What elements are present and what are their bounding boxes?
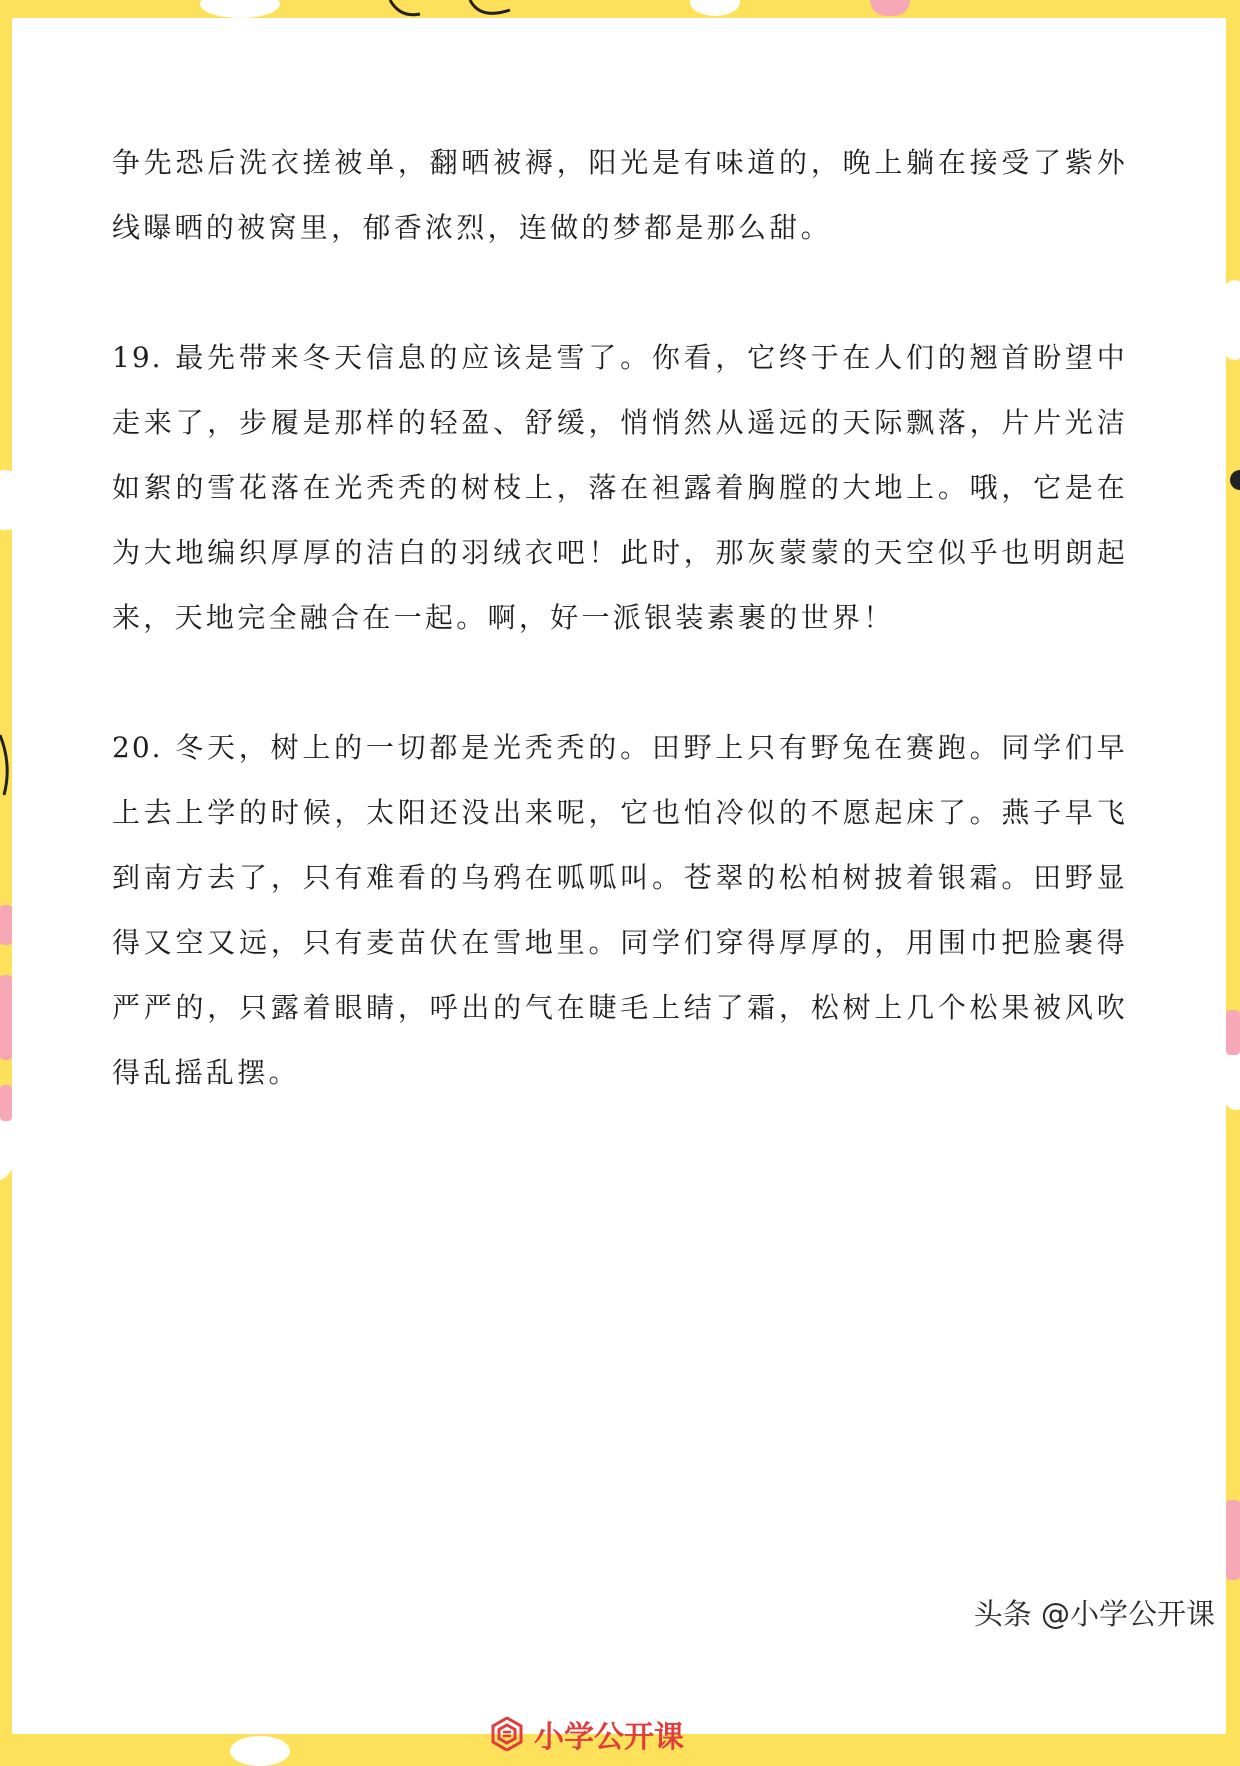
paragraph-number: 19. (112, 341, 163, 374)
cartoon-face-decoration (1226, 455, 1240, 505)
cloud-decoration (230, 1736, 290, 1766)
pink-strip-decoration (870, 0, 910, 16)
footer-brand-label: 小学公开课 (534, 1720, 684, 1755)
pink-strip-decoration (1226, 1500, 1240, 1580)
pink-strip-decoration (1226, 1010, 1240, 1055)
pink-strip-decoration (0, 975, 12, 1060)
paragraph-20 (112, 715, 1128, 1105)
paragraph-text: 争先恐后洗衣搓被单，翻晒被褥，阳光是有味道的，晚上躺在接受了紫外线曝晒的被窝里，郁香浓烈，连做的梦都是那么甜。 (112, 146, 1128, 244)
paragraph-number: 20. (112, 731, 163, 764)
paragraph-text: 最先带来冬天信息的应该是雪了。你看，它终于在人们的翘首盼望中走来了，步履是那样的轻盈、舒缓，悄悄然从遥远的天际飘落，片片光洁如絮的雪花落在光秃秃的树枝上，落在袒露着胸膛的大地上。哦，它是在为大地编织厚厚的洁白的羽绒衣吧！此时，那灰蒙蒙的天空似乎也明朗起来，天地完全融合在一起。啊，好一派银装素裹的世界！ (112, 341, 1128, 634)
paragraph-text: 冬天，树上的一切都是光秃秃的。田野上只有野兔在赛跑。同学们早上去上学的时候，太阳还没出来呢，它也怕冷似的不愿起床了。燕子早飞到南方去了，只有难看的乌鸦在呱呱叫。苍翠的松柏树披着银霜。田野显得又空又远，只有麦苗伏在雪地里。同学们穿得厚厚的，用围巾把脸裹得严严的，只露着眼睛，呼出的气在睫毛上结了霜，松树上几个松果被风吹得乱摇乱摆。 (112, 731, 1128, 1089)
pink-strip-decoration (0, 905, 12, 945)
cloud-decoration (690, 0, 740, 16)
paragraph-continued (112, 130, 1128, 260)
paragraph-19 (112, 325, 1128, 650)
hexagon-logo-icon (490, 1717, 524, 1751)
footer-brand (490, 1714, 684, 1754)
watermark-text: 头条 @小学公开课 (973, 1597, 1215, 1631)
pink-strip-decoration (0, 1085, 12, 1121)
cartoon-face-decoration (380, 0, 530, 20)
document-body (112, 130, 1128, 1170)
cloud-decoration (200, 0, 280, 18)
